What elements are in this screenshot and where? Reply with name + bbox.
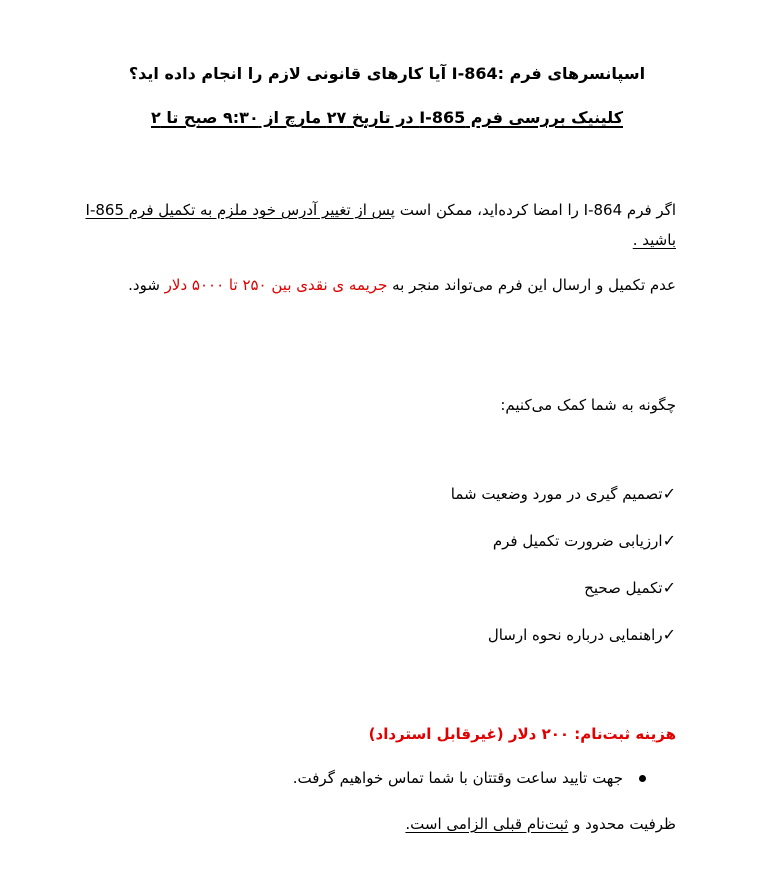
closing-start-text: ظرفیت محدود و bbox=[568, 815, 676, 833]
how-we-help-heading bbox=[66, 390, 676, 420]
closing-note bbox=[76, 810, 676, 838]
checklist-item-label: راهنمایی درباره نحوه ارسال bbox=[487, 626, 663, 644]
services-checklist bbox=[276, 480, 676, 668]
title-line-2: کلینیک بررسی فرم I-865 در تاریخ ۲۷ مارچ از ۹:۳۰ صبح تا ۲ bbox=[151, 108, 623, 127]
checklist-item bbox=[276, 480, 676, 508]
document-subtitle bbox=[60, 106, 714, 130]
p1-start-text: اگر فرم I-864 را امضا کرده‌اید، ممکن است bbox=[394, 201, 676, 219]
checkmark-icon: ✓ bbox=[662, 625, 676, 644]
bullet-text: جهت تایید ساعت وقتتان با شما تماس خواهیم گرفت. bbox=[292, 769, 623, 787]
penalty-highlight: جریمه ی نقدی بین ۲۵۰ تا ۵۰۰۰ دلار bbox=[164, 276, 388, 294]
checklist-item bbox=[276, 621, 676, 649]
checklist-item-label: تصمیم گیری در مورد وضعیت شما bbox=[450, 485, 663, 503]
p2-end-text: شود. bbox=[128, 276, 165, 294]
title-line-1: اسپانسرهای فرم :I-864 آیا کارهای قانونی لازم را انجام داده اید؟ bbox=[128, 64, 646, 83]
how-we-help-text: چگونه به شما کمک می‌کنیم: bbox=[500, 396, 676, 414]
checklist-item-label: تکمیل صحیح bbox=[584, 579, 663, 597]
registration-fee bbox=[76, 720, 676, 748]
p2-start-text: عدم تکمیل و ارسال این فرم می‌تواند منجر به bbox=[387, 276, 676, 294]
checklist-item-label: ارزیابی ضرورت تکمیل فرم bbox=[492, 532, 663, 550]
registration-fee-text: هزینه ثبت‌نام: ۲۰۰ دلار (غیرقابل استرداد) bbox=[368, 725, 676, 743]
intro-paragraph-1 bbox=[66, 195, 676, 255]
checkmark-icon: ✓ bbox=[662, 484, 676, 503]
document-title bbox=[60, 62, 714, 86]
bullet-list-item bbox=[76, 764, 676, 792]
checkmark-icon: ✓ bbox=[662, 531, 676, 550]
bullet-icon bbox=[639, 775, 646, 782]
checklist-item bbox=[276, 527, 676, 555]
closing-underlined-text: ثبت‌نام قبلی الزامی است. bbox=[405, 815, 569, 833]
checkmark-icon: ✓ bbox=[662, 578, 676, 597]
intro-paragraph-2 bbox=[66, 270, 676, 300]
p1-underlined-text: پس از تغییر آدرس خود ملزم به تکمیل فرم I-865 باشید . bbox=[85, 201, 676, 249]
checklist-item bbox=[276, 574, 676, 602]
